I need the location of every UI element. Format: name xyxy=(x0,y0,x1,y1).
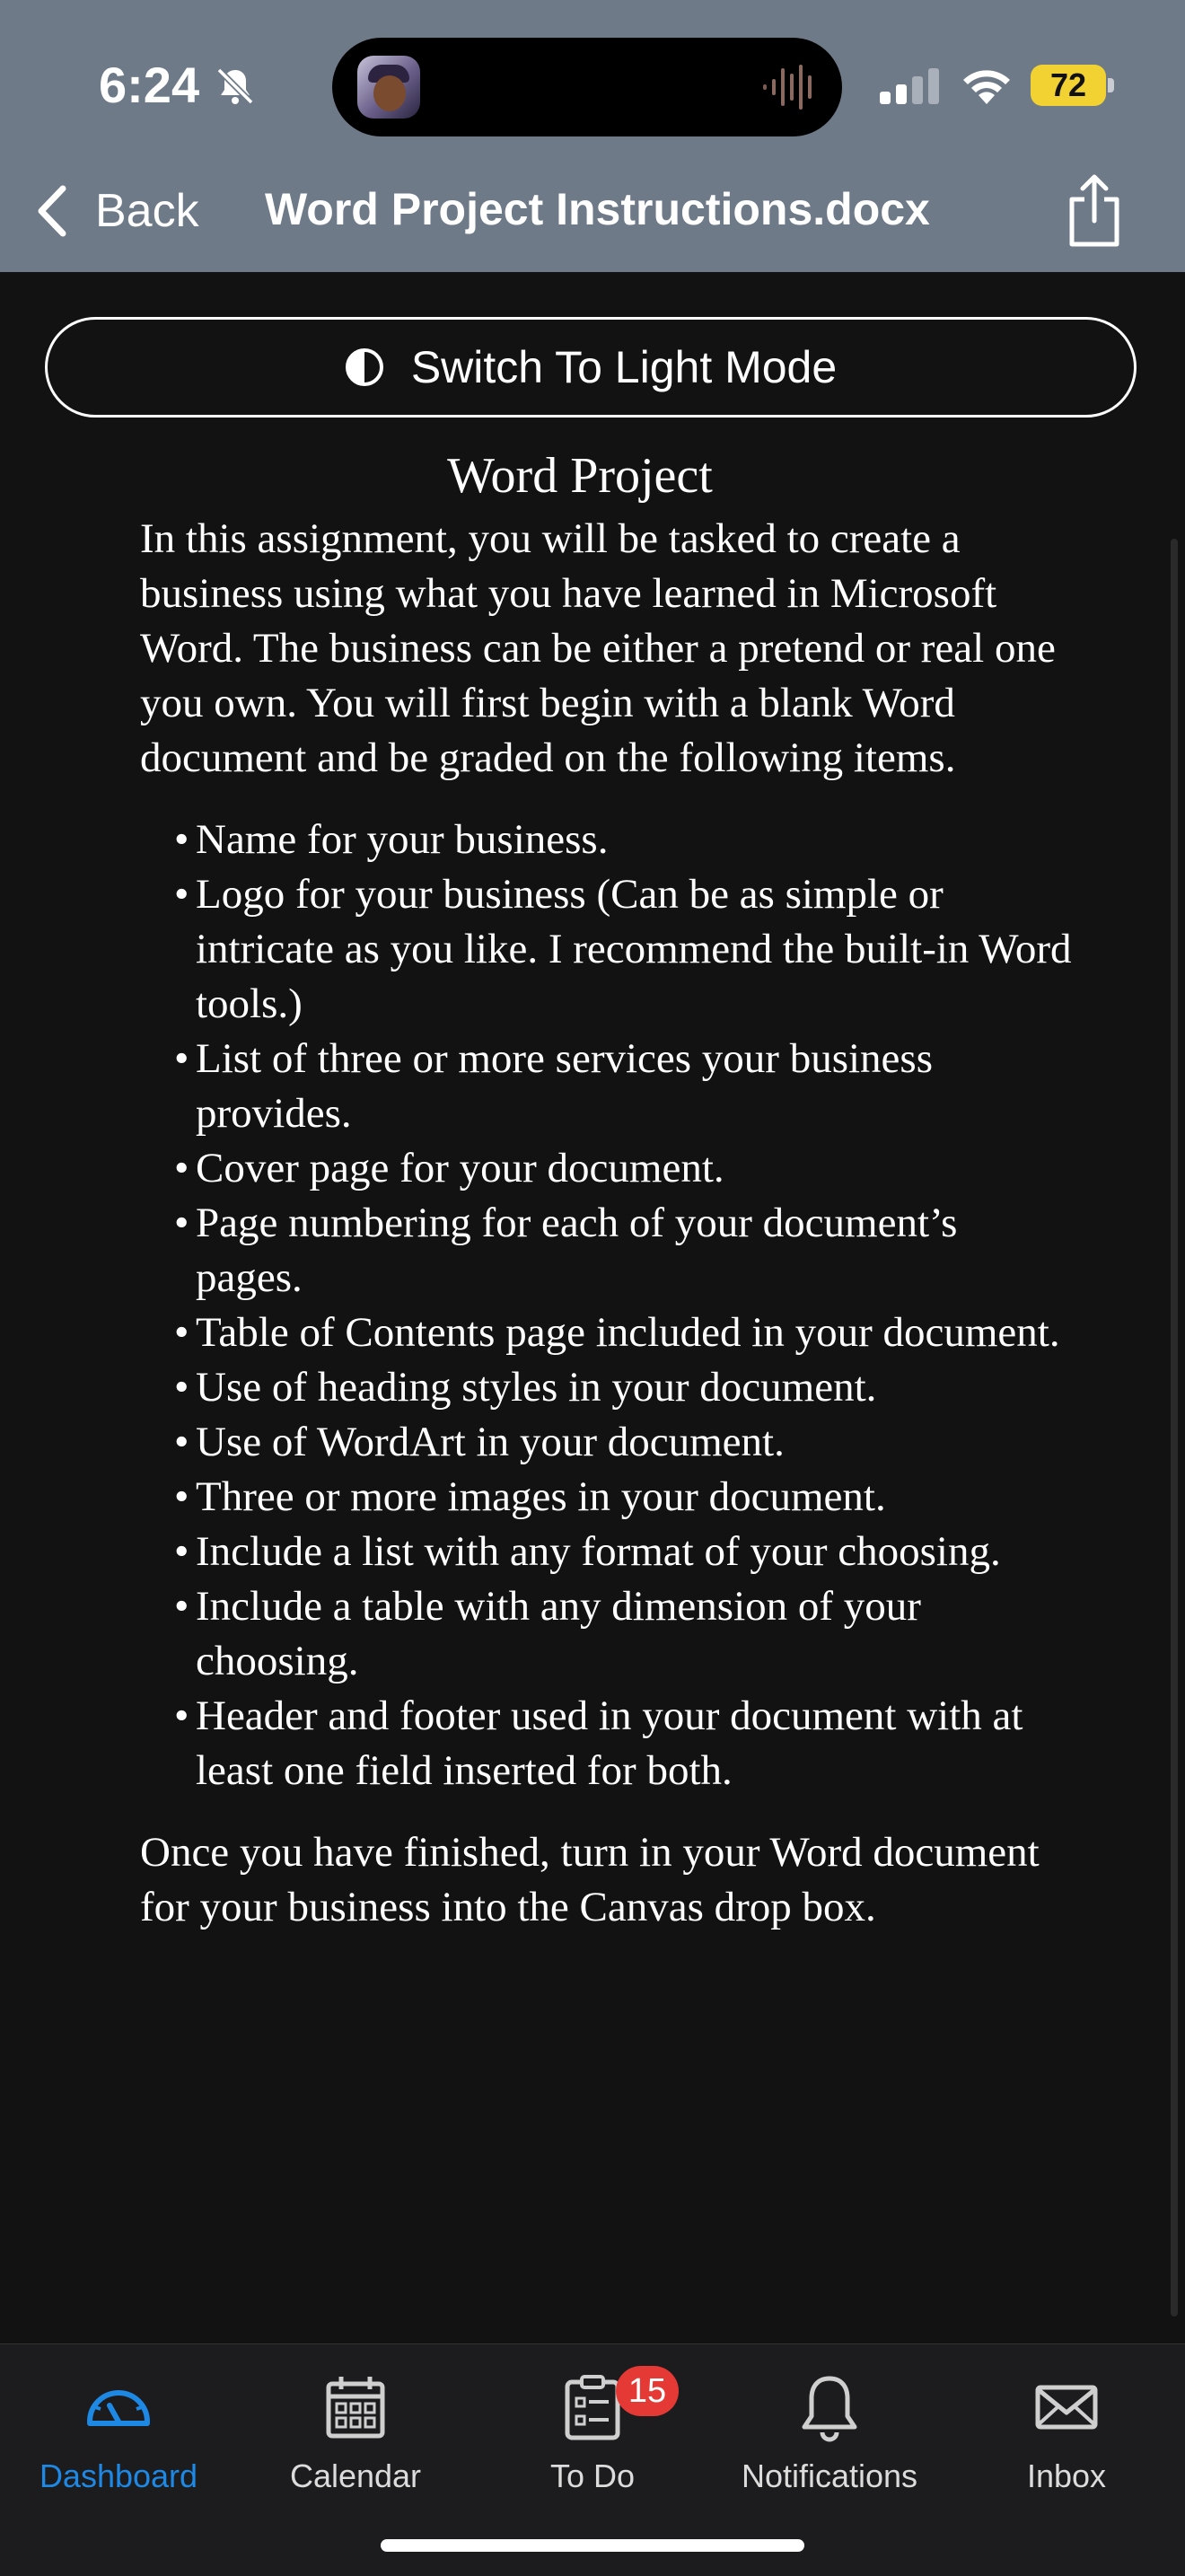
list-item: • Logo for your business (Can be as simple or intricate as you like. I recommend the built-in Word tools.) xyxy=(174,871,1072,1027)
inbox-icon xyxy=(1031,2371,1102,2443)
signal-icon xyxy=(880,68,943,104)
audio-waveform-icon xyxy=(761,63,815,111)
tab-dashboard[interactable] xyxy=(0,2361,237,2494)
list-item: • Header and footer used in your document with at least one field inserted for both. xyxy=(174,1692,1023,1794)
tab-label: Calendar xyxy=(289,2457,422,2494)
tab-todo[interactable] xyxy=(474,2361,711,2494)
wifi-icon xyxy=(959,61,1014,106)
document-closing: Once you have finished, turn in your Word document for your business into the Canvas drop box. xyxy=(140,1829,1040,1930)
document-heading: Word Project xyxy=(447,448,713,504)
list-item: • Include a list with any format of your choosing. xyxy=(174,1528,1001,1575)
tab-label: Inbox xyxy=(1026,2457,1107,2494)
list-item: • Name for your business. xyxy=(174,816,609,863)
back-label: Back xyxy=(95,185,199,237)
document-viewer xyxy=(140,440,1074,1935)
document-intro: In this assignment, you will be tasked to create a business using what you have learned in Microsoft Word. The business can be either a pretend or real one you own. You will first begin with a blank Word document and be graded on the following items. xyxy=(140,515,1056,781)
tab-notifications[interactable] xyxy=(711,2361,948,2494)
bell-slash-icon xyxy=(214,65,257,108)
status-bar xyxy=(0,0,1185,171)
tab-calendar[interactable] xyxy=(237,2361,474,2494)
tab-label: To Do xyxy=(549,2457,636,2494)
tab-inbox[interactable] xyxy=(948,2361,1185,2494)
share-icon[interactable] xyxy=(1065,172,1124,248)
dashboard-icon xyxy=(83,2371,154,2443)
tab-label: Dashboard xyxy=(39,2457,198,2494)
header-bar xyxy=(0,0,1185,272)
list-item: • Use of WordArt in your document. xyxy=(174,1419,785,1465)
list-item: • Cover page for your document. xyxy=(174,1145,724,1191)
tab-label: Notifications xyxy=(741,2457,918,2494)
status-time: 6:24 xyxy=(99,57,200,113)
switch-light-mode-label: Switch To Light Mode xyxy=(410,342,838,392)
list-item: • Use of heading styles in your document. xyxy=(174,1364,877,1411)
bell-icon xyxy=(794,2371,865,2443)
scrollbar[interactable] xyxy=(1171,539,1178,2317)
home-indicator[interactable] xyxy=(381,2539,804,2552)
list-item: • Table of Contents page included in your document. xyxy=(174,1309,1060,1356)
contrast-icon xyxy=(345,347,384,387)
battery-level: 72 xyxy=(1031,65,1106,106)
calendar-icon xyxy=(320,2371,391,2443)
dynamic-island xyxy=(332,38,842,136)
battery-icon xyxy=(1031,65,1115,106)
todo-badge: 15 xyxy=(616,2366,679,2416)
requirements-list xyxy=(140,813,1074,1798)
page-title: Word Project Instructions.docx xyxy=(265,184,930,234)
list-item: • Include a table with any dimension of your choosing. xyxy=(174,1583,921,1684)
list-item: • Three or more images in your document. xyxy=(174,1473,886,1520)
list-item: • Page numbering for each of your document’s pages. xyxy=(174,1200,958,1301)
back-button[interactable] xyxy=(32,180,199,242)
list-item: • List of three or more services your business provides. xyxy=(174,1035,933,1137)
chevron-left-icon xyxy=(32,183,70,239)
switch-light-mode-button[interactable] xyxy=(45,317,1137,418)
avatar xyxy=(357,56,420,119)
